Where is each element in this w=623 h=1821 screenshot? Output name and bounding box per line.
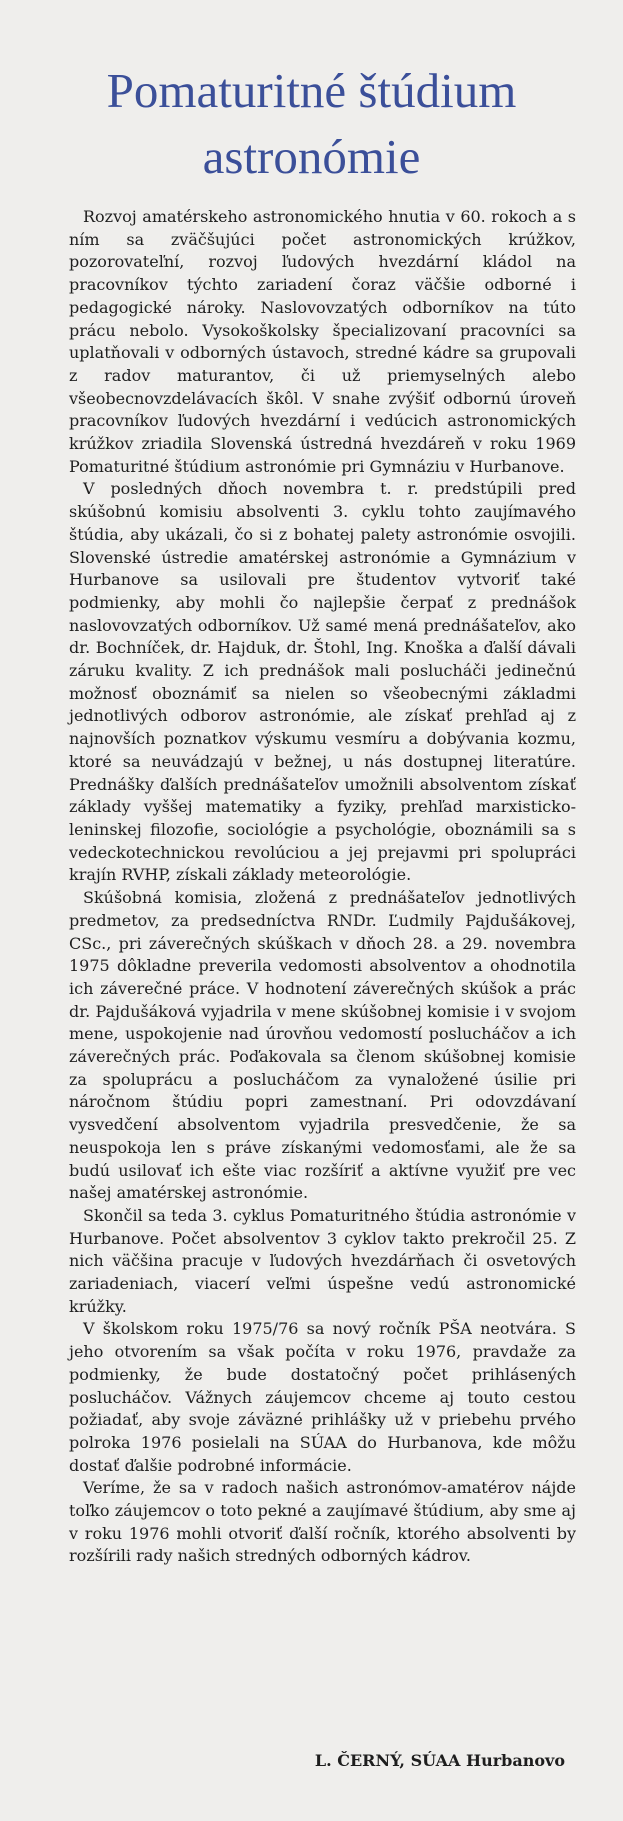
article-title xyxy=(0,58,623,190)
paragraph-6: Veríme, že sa v radoch našich astronómov-amatérov nájde toľko záujemcov o toto pekné a zaujímavé štúdium, aby sme aj v roku 1976 mohli otvoriť ďalší ročník, ktorého absolventi by rozšírili rady našich stredných odborných kádrov. xyxy=(69,1478,576,1566)
article-body xyxy=(69,206,576,1568)
paragraph-4: Skončil sa teda 3. cyklus Pomaturitného štúdia astronómie v Hurbanove. Počet absolventov 3 cyklov takto prekročil 25. Z nich väčšina pracuje v ľudových hvezdárňach či osvetových zariadeniach, viacerí veľmi úspešne vedú astronomické krúžky. xyxy=(69,1205,576,1316)
paragraph-5: V školskom roku 1975/76 sa nový ročník PŠA neotvára. S jeho otvorením sa však počíta v roku 1976, pravdaže za podmienky, že bude dostatočný počet prihlásených poslucháčov. Vážnych záujemcov chceme aj touto cestou požiadať, aby svoje záväzné prihlášky už v priebehu prvého polroka 1976 posielali na SÚAA do Hurbanova, kde môžu dostať ďalšie podrobné informácie. xyxy=(69,1319,576,1475)
article-title-line-2: astronómie xyxy=(202,129,421,184)
article-title-line-1: Pomaturitné štúdium xyxy=(106,63,517,118)
paragraph-1: Rozvoj amatérskeho astronomického hnutia v 60. rokoch a s ním sa zväčšujúci počet astronomických krúžkov, pozorovateľní, rozvoj ľudových hvezdární kládol na pracovníkov týchto zariadení čoraz väčšie odborné i pedagogické nároky. Naslovovzatých odborníkov na túto prácu nebolo. Vysokoškolsky špecializovaní pracovníci sa uplatňovali v odborných ústavoch, stredné kádre sa grupovali z radov maturantov, či už priemyselných alebo všeobecnovzdelávacích škôl. V snahe zvýšiť odbornú úroveň pracovníkov ľudových hvezdární i vedúcich astronomických krúžkov zriadila Slovenská ústredná hvezdáreň v roku 1969 Pomaturitné štúdium astronómie pri Gymnáziu v Hurbanove. xyxy=(69,207,576,476)
author-signature: L. ČERNÝ, SÚAA Hurbanovo xyxy=(314,1751,565,1770)
paragraph-3: Skúšobná komisia, zložená z prednášateľov jednotlivých predmetov, za predsedníctva RNDr. Ľudmily Pajdušákovej, CSc., pri záverečných skúškach v dňoch 28. a 29. novembra 1975 dôkladne preverila vedomosti absolventov a ohodnotila ich záverečné práce. V hodnotení záverečných skúšok a prác dr. Pajdušáková vyjadrila v mene skúšobnej komisie i v svojom mene, uspokojenie nad úrovňou vedomostí poslucháčov a ich záverečných prác. Poďakovala sa členom skúšobnej komisie za spoluprácu a poslucháčom za vynaložené úsilie pri náročnom štúdiu popri zamestnaní. Pri odovzdávaní vysvedčení absolventom vyjadrila presvedčenie, že sa neuspokoja len s práve získanými vedomosťami, ale že sa budú usilovať ich ešte viac rozšíriť a aktívne využiť pre vec našej amatérskej astronómie. xyxy=(69,888,576,1203)
paragraph-2: V posledných dňoch novembra t. r. predstúpili pred skúšobnú komisiu absolventi 3. cyklu tohto zaujímavého štúdia, aby ukázali, čo si z bohatej palety astronómie osvojili. Slovenské ústredie amatérskej astronómie a Gymnázium v Hurbanove sa usilovali pre študentov vytvoriť také podmienky, aby mohli čo najlepšie čerpať z prednášok naslovovzatých odborníkov. Už samé mená prednášateľov, ako dr. Bochníček, dr. Hajduk, dr. Štohl, Ing. Knoška a ďalší dávali záruku kvality. Z ich prednášok mali poslucháči jedinečnú možnosť oboznámiť sa nielen so všeobecnými základmi jednotlivých odborov astronómie, ale získať prehľad aj z najnovších poznatkov výskumu vesmíru a dobývania kozmu, ktoré sa neuvádzajú v bežnej, u nás dostupnej literatúre. Prednášky ďalších prednášateľov umožnili absolventom získať základy vyššej matematiky a fyziky, prehľad marxisticko-leninskej filozofie, sociológie a psychológie, oboznámili sa s vedeckotechnickou revolúciou a jej prejavmi pri spolupráci krajín RVHP, získali základy meteorológie. xyxy=(69,479,576,885)
